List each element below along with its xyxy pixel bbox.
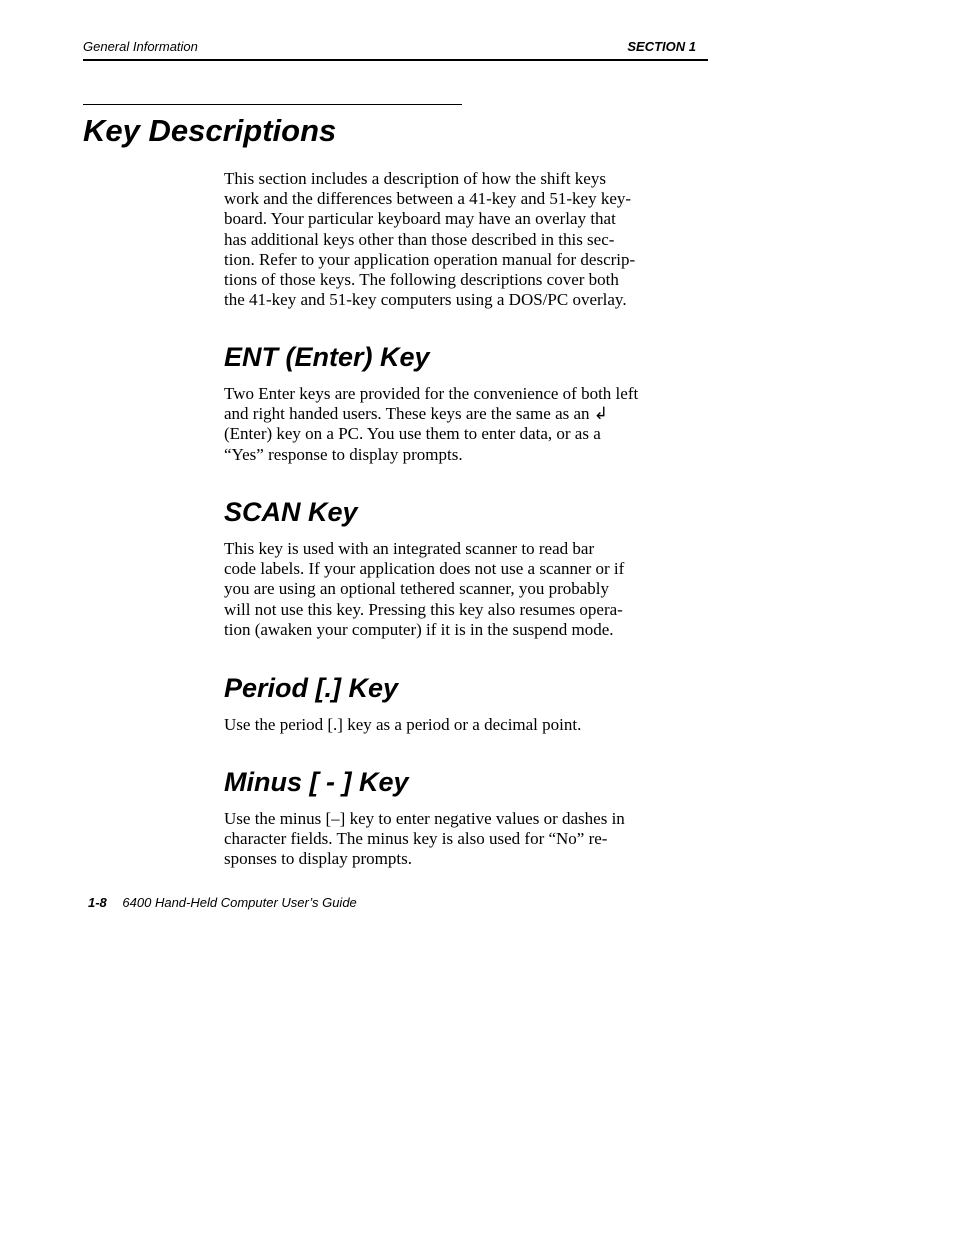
intro-line: has additional keys other than those described in this sec-	[224, 229, 615, 249]
body-line: Use the minus [–] key to enter negative values or dashes in	[224, 809, 625, 828]
section-body-period	[224, 715, 710, 735]
body-line: “Yes” response to display prompts.	[224, 444, 463, 464]
intro-line: board. Your particular keyboard may have an overlay that	[224, 209, 616, 229]
body-line: Two Enter keys are provided for the convenience of both left	[224, 384, 639, 403]
running-header	[83, 38, 708, 61]
body-line: This key is used with an integrated scanner to read bar	[224, 539, 595, 558]
header-section-name: General Information	[83, 39, 198, 54]
section-heading-ent: ENT (Enter) Key	[224, 342, 430, 372]
body-line: tion (awaken your computer) if it is in the suspend mode.	[224, 619, 614, 639]
section-body-scan	[224, 539, 710, 640]
section-body-ent	[224, 384, 710, 465]
intro-line: This section includes a description of how the shift keys	[224, 169, 606, 188]
intro-line: tion. Refer to your application operation manual for descrip-	[224, 249, 636, 269]
body-line: Use the period [.] key as a period or a decimal point.	[224, 715, 582, 734]
body-line: character fields. The minus key is also used for “No” re-	[224, 829, 608, 849]
page-footer	[88, 895, 357, 910]
body-line: sponses to display prompts.	[224, 849, 412, 869]
intro-line: the 41-key and 51-key computers using a DOS/PC overlay.	[224, 290, 627, 310]
intro-line: work and the differences between a 41-key and 51-key key-	[224, 189, 632, 209]
section-body-minus	[224, 809, 710, 870]
body-line: (Enter) key on a PC. You use them to enter data, or as a	[224, 424, 601, 444]
section-heading-period: Period [.] Key	[224, 673, 399, 703]
header-section-number: SECTION 1	[627, 39, 696, 54]
body-line: you are using an optional tethered scanner, you probably	[224, 579, 610, 599]
page-number: 1-8	[88, 895, 107, 910]
book-title: 6400 Hand-Held Computer User’s Guide	[122, 895, 357, 910]
section-heading-scan: SCAN Key	[224, 497, 358, 527]
title-rule	[83, 104, 462, 105]
body-line: and right handed users. These keys are the same as an ↲	[224, 404, 609, 424]
body-line: code labels. If your application does not use a scanner or if	[224, 559, 625, 579]
body-line: will not use this key. Pressing this key also resumes opera-	[224, 599, 623, 619]
page-title: Key Descriptions	[83, 113, 337, 148]
intro-line: tions of those keys. The following descriptions cover both	[224, 270, 619, 290]
intro-paragraph	[224, 169, 710, 310]
section-heading-minus: Minus [ - ] Key	[224, 767, 409, 797]
